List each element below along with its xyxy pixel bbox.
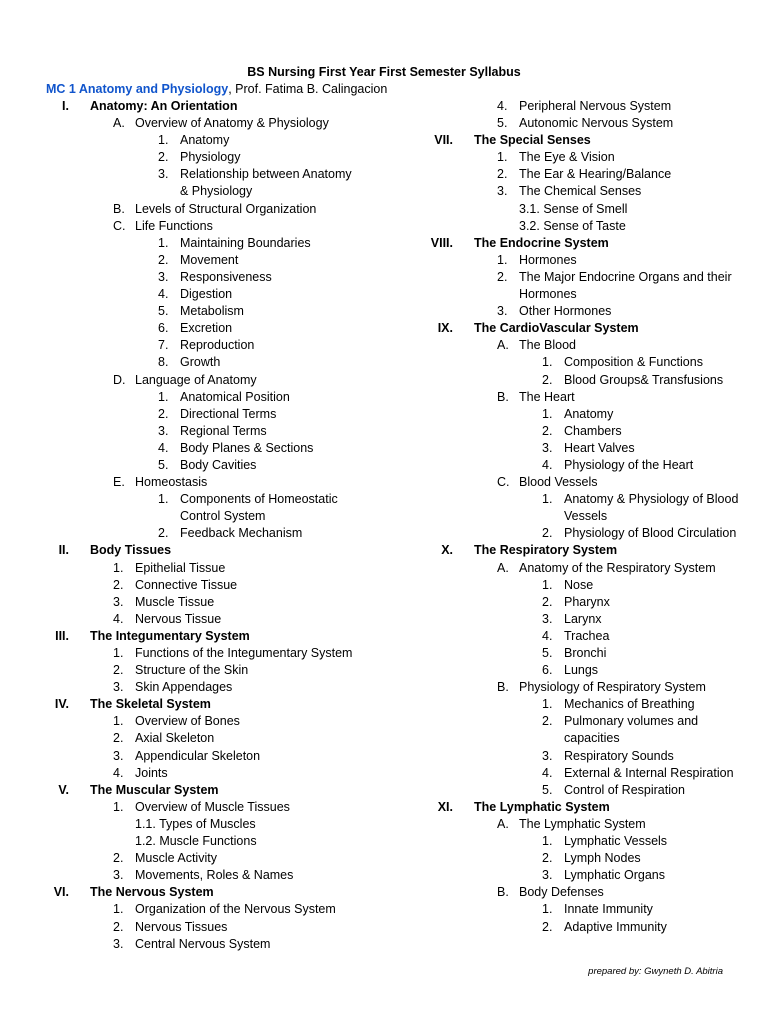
list-item-text: Hormones <box>519 287 577 302</box>
list-item-text: Body Planes & Sections <box>180 440 314 455</box>
outline-item <box>384 423 744 440</box>
list-marker: 2. <box>113 731 124 746</box>
list-marker: 2. <box>542 851 553 866</box>
list-marker: 6. <box>158 321 169 336</box>
list-item-text: Overview of Muscle Tissues <box>135 799 290 814</box>
outline-item <box>0 713 360 730</box>
list-item-text: The Special Senses <box>474 133 591 148</box>
list-marker: A. <box>497 338 509 353</box>
outline-item <box>384 303 744 320</box>
list-item-text: Lymphatic Organs <box>564 868 665 883</box>
list-item-text: Anatomy & Physiology of Blood <box>564 492 739 507</box>
outline-item <box>0 423 360 440</box>
list-marker: V. <box>58 782 69 797</box>
list-marker: 2. <box>497 269 508 284</box>
list-item-text: The Skeletal System <box>90 697 211 712</box>
list-item-text: The Endocrine System <box>474 235 609 250</box>
outline-column-left <box>0 98 360 953</box>
list-item-text: Anatomical Position <box>180 389 290 404</box>
outline-item <box>0 406 360 423</box>
outline-item <box>384 867 744 884</box>
outline-item <box>0 337 360 354</box>
list-marker: 1. <box>158 235 169 250</box>
outline-item <box>0 901 360 918</box>
outline-item <box>384 560 744 577</box>
outline-item <box>0 645 360 662</box>
outline-item <box>0 440 360 457</box>
list-marker: 1. <box>497 252 508 267</box>
outline-item <box>384 406 744 423</box>
section-heading <box>0 782 360 799</box>
section-heading <box>0 542 360 559</box>
list-marker: IX. <box>437 321 453 336</box>
list-marker: 1. <box>113 799 124 814</box>
list-item-text: Control of Respiration <box>564 782 685 797</box>
list-marker: 4. <box>542 628 553 643</box>
outline-item <box>0 354 360 371</box>
list-marker: 1. <box>542 406 553 421</box>
list-marker: XI. <box>437 799 453 814</box>
outline-item <box>384 713 744 730</box>
list-marker: A. <box>497 560 509 575</box>
list-item-text: Trachea <box>564 628 610 643</box>
list-item-text: Body Cavities <box>180 457 257 472</box>
list-marker: A. <box>113 116 125 131</box>
outline-item <box>0 799 360 816</box>
list-marker: 3. <box>113 594 124 609</box>
list-item-text: Mechanics of Breathing <box>564 697 695 712</box>
section-heading <box>384 235 744 252</box>
outline-item <box>0 525 360 542</box>
list-marker: 2. <box>113 919 124 934</box>
list-marker: 6. <box>542 663 553 678</box>
list-item-text: Muscle Activity <box>135 851 217 866</box>
outline-item <box>384 594 744 611</box>
list-item-text: Lymphatic Vessels <box>564 834 668 849</box>
section-heading <box>384 542 744 559</box>
list-item-text: Heart Valves <box>564 440 635 455</box>
list-marker: A. <box>497 816 509 831</box>
outline-item <box>0 508 360 525</box>
list-item-text: Levels of Structural Organization <box>135 201 317 216</box>
list-marker: 5. <box>542 782 553 797</box>
outline-item <box>384 389 744 406</box>
list-marker: 3. <box>542 868 553 883</box>
list-marker: 2. <box>158 526 169 541</box>
outline-item <box>384 166 744 183</box>
list-marker: 1. <box>158 492 169 507</box>
list-marker: 3. <box>113 680 124 695</box>
list-marker: 2. <box>158 150 169 165</box>
outline-item <box>384 201 744 218</box>
outline-item <box>0 748 360 765</box>
list-marker: 8. <box>158 355 169 370</box>
outline-item <box>384 833 744 850</box>
outline-item <box>0 303 360 320</box>
outline-item <box>0 474 360 491</box>
list-marker: 1. <box>542 577 553 592</box>
list-item-text: Lungs <box>564 663 599 678</box>
list-item-text: Movements, Roles & Names <box>135 868 294 883</box>
outline-item <box>384 508 744 525</box>
outline-item <box>384 354 744 371</box>
list-item-text: The Muscular System <box>90 782 219 797</box>
list-item-text: Reproduction <box>180 338 255 353</box>
list-marker: 1. <box>497 150 508 165</box>
list-item-text: The Lymphatic System <box>474 799 610 814</box>
list-item-text: 3.2. Sense of Taste <box>519 218 626 233</box>
list-marker: 1. <box>542 355 553 370</box>
list-item-text: Axial Skeleton <box>135 731 215 746</box>
outline-item <box>384 696 744 713</box>
list-item-text: Autonomic Nervous System <box>519 116 674 131</box>
list-item-text: Vessels <box>564 509 608 524</box>
list-item-text: Body Tissues <box>90 543 172 558</box>
outline-item <box>384 149 744 166</box>
outline-item <box>384 919 744 936</box>
outline-item <box>384 218 744 235</box>
list-item-text: The Blood <box>519 338 576 353</box>
list-marker: 5. <box>542 646 553 660</box>
outline-item <box>384 115 744 132</box>
list-marker: 5. <box>158 457 169 472</box>
outline-item <box>0 252 360 269</box>
outline-item <box>384 252 744 269</box>
list-marker: 1. <box>158 133 169 148</box>
list-marker: D. <box>113 372 126 387</box>
outline-item <box>384 269 744 286</box>
list-marker: 4. <box>158 440 169 455</box>
list-item-text: The Respiratory System <box>474 543 618 558</box>
list-item-text: The Integumentary System <box>90 628 250 643</box>
outline-item <box>0 936 360 953</box>
list-item-text: Structure of the Skin <box>135 663 249 678</box>
list-marker: 1. <box>113 902 124 917</box>
outline-item <box>384 474 744 491</box>
list-item-text: The Chemical Senses <box>519 184 642 199</box>
list-item-text: 1.2. Muscle Functions <box>135 834 257 849</box>
list-item-text: Responsiveness <box>180 269 272 284</box>
outline-item <box>0 218 360 235</box>
list-item-text: Hormones <box>519 252 577 267</box>
list-marker: 5. <box>497 116 508 131</box>
outline-item <box>384 748 744 765</box>
list-item-text: Nose <box>564 577 594 592</box>
list-marker: I. <box>62 99 69 113</box>
outline-item <box>384 286 744 303</box>
list-marker: 2. <box>497 167 508 182</box>
list-item-text: Organization of the Nervous System <box>135 902 336 917</box>
list-item-text: Growth <box>180 355 221 370</box>
list-item-text: Overview of Bones <box>135 714 240 729</box>
list-item-text: Life Functions <box>135 218 213 233</box>
outline-item <box>0 730 360 747</box>
list-item-text: Respiratory Sounds <box>564 748 674 763</box>
page-title: BS Nursing First Year First Semester Syllabus <box>247 65 521 79</box>
outline-item <box>0 320 360 337</box>
list-item-text: Other Hormones <box>519 304 612 319</box>
outline-item <box>0 166 360 183</box>
outline-item <box>384 440 744 457</box>
list-item-text: capacities <box>564 731 620 746</box>
list-marker: VII. <box>434 133 453 148</box>
list-item-text: Digestion <box>180 287 233 302</box>
list-marker: 3. <box>497 304 508 319</box>
list-marker: 3. <box>542 748 553 763</box>
list-item-text: Functions of the Integumentary System <box>135 646 353 660</box>
section-heading <box>0 696 360 713</box>
list-item-text: Movement <box>180 252 239 267</box>
list-item-text: Peripheral Nervous System <box>519 99 672 113</box>
list-marker: 3. <box>113 748 124 763</box>
outline-item <box>0 833 360 850</box>
list-item-text: Anatomy: An Orientation <box>90 99 238 113</box>
list-item-text: Language of Anatomy <box>135 372 257 387</box>
list-item-text: Bronchi <box>564 646 607 660</box>
course-code: MC 1 Anatomy and Physiology <box>46 82 229 96</box>
list-marker: 2. <box>113 577 124 592</box>
outline-item <box>0 816 360 833</box>
list-marker: 5. <box>158 304 169 319</box>
section-heading <box>384 799 744 816</box>
outline-item <box>384 337 744 354</box>
list-item-text: Blood Groups& Transfusions <box>564 372 724 387</box>
list-item-text: Pharynx <box>564 594 610 609</box>
outline-item <box>0 115 360 132</box>
list-item-text: Epithelial Tissue <box>135 560 226 575</box>
section-heading <box>0 98 360 115</box>
list-marker: 1. <box>542 492 553 507</box>
list-marker: 3. <box>158 269 169 284</box>
list-item-text: Physiology <box>180 150 241 165</box>
list-item-text: Nervous Tissues <box>135 919 228 934</box>
list-marker: 1. <box>113 646 124 660</box>
list-item-text: Directional Terms <box>180 406 277 421</box>
section-heading <box>0 628 360 645</box>
list-marker: 2. <box>542 594 553 609</box>
list-marker: 4. <box>497 99 508 113</box>
list-item-text: Anatomy <box>564 406 614 421</box>
outline-item <box>0 457 360 474</box>
list-marker: 3. <box>113 868 124 883</box>
prepared-by-footer: prepared by: Gwyneth D. Abitria <box>588 966 723 977</box>
outline-item <box>0 765 360 782</box>
list-marker: 1. <box>542 902 553 917</box>
list-item-text: The CardioVascular System <box>474 321 639 336</box>
outline-item <box>0 850 360 867</box>
section-heading <box>0 884 360 901</box>
list-item-text: Relationship between Anatomy <box>180 167 352 182</box>
list-item-text: Components of Homeostatic <box>180 492 338 507</box>
list-marker: 2. <box>542 423 553 438</box>
list-marker: C. <box>113 218 126 233</box>
list-marker: 3. <box>158 423 169 438</box>
list-item-text: Adaptive Immunity <box>564 919 667 934</box>
list-item-text: & Physiology <box>180 184 253 199</box>
course-heading <box>46 81 387 98</box>
outline-item <box>0 149 360 166</box>
list-item-text: Metabolism <box>180 304 244 319</box>
list-item-text: Muscle Tissue <box>135 594 215 609</box>
outline-item <box>0 867 360 884</box>
list-marker: B. <box>497 389 509 404</box>
list-marker: B. <box>497 885 509 900</box>
list-marker: 3. <box>113 936 124 951</box>
list-marker: 1. <box>158 389 169 404</box>
outline-item <box>0 372 360 389</box>
outline-item <box>0 611 360 628</box>
list-item-text: Nervous Tissue <box>135 611 222 626</box>
list-item-text: The Ear & Hearing/Balance <box>519 167 672 182</box>
list-item-text: Overview of Anatomy & Physiology <box>135 116 329 131</box>
list-item-text: Anatomy of the Respiratory System <box>519 560 716 575</box>
outline-item <box>384 645 744 662</box>
list-marker: 3. <box>158 167 169 182</box>
section-heading <box>384 132 744 149</box>
list-marker: 7. <box>158 338 169 353</box>
list-item-text: 1.1. Types of Muscles <box>135 816 256 831</box>
list-marker: 2. <box>158 406 169 421</box>
list-marker: III. <box>55 628 69 643</box>
list-item-text: Connective Tissue <box>135 577 238 592</box>
outline-item <box>384 457 744 474</box>
list-marker: 3. <box>542 611 553 626</box>
list-item-text: Anatomy <box>180 133 230 148</box>
list-marker: B. <box>113 201 125 216</box>
outline-item <box>0 201 360 218</box>
list-marker: VI. <box>53 885 69 900</box>
outline-item <box>0 132 360 149</box>
outline-item <box>384 525 744 542</box>
outline-item <box>384 901 744 918</box>
list-marker: 2. <box>542 714 553 729</box>
outline-item <box>0 662 360 679</box>
list-marker: 2. <box>158 252 169 267</box>
outline-item <box>384 816 744 833</box>
list-marker: 2. <box>542 919 553 934</box>
list-item-text: Excretion <box>180 321 233 336</box>
outline-item <box>384 98 744 115</box>
list-marker: IV. <box>54 697 69 712</box>
list-item-text: 3.1. Sense of Smell <box>519 201 628 216</box>
list-marker: 1. <box>542 834 553 849</box>
outline-item <box>384 662 744 679</box>
outline-item <box>0 183 360 200</box>
list-marker: B. <box>497 680 509 695</box>
list-item-text: The Eye & Vision <box>519 150 615 165</box>
list-item-text: Central Nervous System <box>135 936 271 951</box>
list-item-text: Innate Immunity <box>564 902 653 917</box>
list-item-text: The Lymphatic System <box>519 816 646 831</box>
list-item-text: The Major Endocrine Organs and their <box>519 269 732 284</box>
outline-item <box>0 594 360 611</box>
outline-item <box>384 183 744 200</box>
list-marker: 2. <box>542 526 553 541</box>
list-marker: 3. <box>542 440 553 455</box>
outline-item <box>0 389 360 406</box>
list-marker: 4. <box>158 287 169 302</box>
outline-item <box>0 919 360 936</box>
list-marker: 2. <box>542 372 553 387</box>
list-item-text: Appendicular Skeleton <box>135 748 261 763</box>
outline-item <box>0 286 360 303</box>
outline-item <box>0 577 360 594</box>
list-item-text: Larynx <box>564 611 602 626</box>
list-marker: VIII. <box>430 235 453 250</box>
list-marker: 3. <box>497 184 508 199</box>
list-item-text: Composition & Functions <box>564 355 703 370</box>
list-marker: 4. <box>113 611 124 626</box>
list-marker: E. <box>113 475 125 490</box>
outline-column-right <box>384 98 744 936</box>
list-marker: II. <box>58 543 69 558</box>
list-item-text: Joints <box>135 765 168 780</box>
outline-item <box>384 850 744 867</box>
list-item-text: Homeostasis <box>135 475 208 490</box>
list-item-text: Chambers <box>564 423 622 438</box>
section-heading <box>384 320 744 337</box>
outline-item <box>0 269 360 286</box>
outline-item <box>384 782 744 799</box>
outline-item <box>384 372 744 389</box>
outline-item <box>384 577 744 594</box>
list-marker: 4. <box>113 765 124 780</box>
outline-item <box>384 730 744 747</box>
list-marker: 1. <box>542 697 553 712</box>
list-item-text: Physiology of Respiratory System <box>519 680 706 695</box>
outline-item <box>0 679 360 696</box>
list-item-text: External & Internal Respiration <box>564 765 734 780</box>
list-item-text: Lymph Nodes <box>564 851 641 866</box>
list-marker: 2. <box>113 851 124 866</box>
list-marker: 2. <box>113 663 124 678</box>
list-item-text: Pulmonary volumes and <box>564 714 699 729</box>
outline-item <box>0 560 360 577</box>
list-marker: 1. <box>113 714 124 729</box>
list-item-text: Skin Appendages <box>135 680 233 695</box>
list-marker: 4. <box>542 765 553 780</box>
list-item-text: Blood Vessels <box>519 475 598 490</box>
list-marker: C. <box>497 475 510 490</box>
outline-item <box>384 491 744 508</box>
outline-item <box>0 235 360 252</box>
outline-item <box>384 884 744 901</box>
outline-item <box>384 679 744 696</box>
course-instructor: , Prof. Fatima B. Calingacion <box>228 82 388 96</box>
list-item-text: The Nervous System <box>90 885 214 900</box>
list-item-text: Body Defenses <box>519 885 604 900</box>
outline-item <box>0 491 360 508</box>
list-marker: X. <box>441 543 453 558</box>
list-item-text: Feedback Mechanism <box>180 526 303 541</box>
list-item-text: Physiology of Blood Circulation <box>564 526 737 541</box>
list-marker: 1. <box>113 560 124 575</box>
list-item-text: Physiology of the Heart <box>564 457 694 472</box>
list-item-text: Maintaining Boundaries <box>180 235 311 250</box>
list-item-text: The Heart <box>519 389 575 404</box>
list-item-text: Regional Terms <box>180 423 267 438</box>
outline-item <box>384 628 744 645</box>
outline-item <box>384 611 744 628</box>
outline-item <box>384 765 744 782</box>
list-marker: 4. <box>542 457 553 472</box>
list-item-text: Control System <box>180 509 266 524</box>
